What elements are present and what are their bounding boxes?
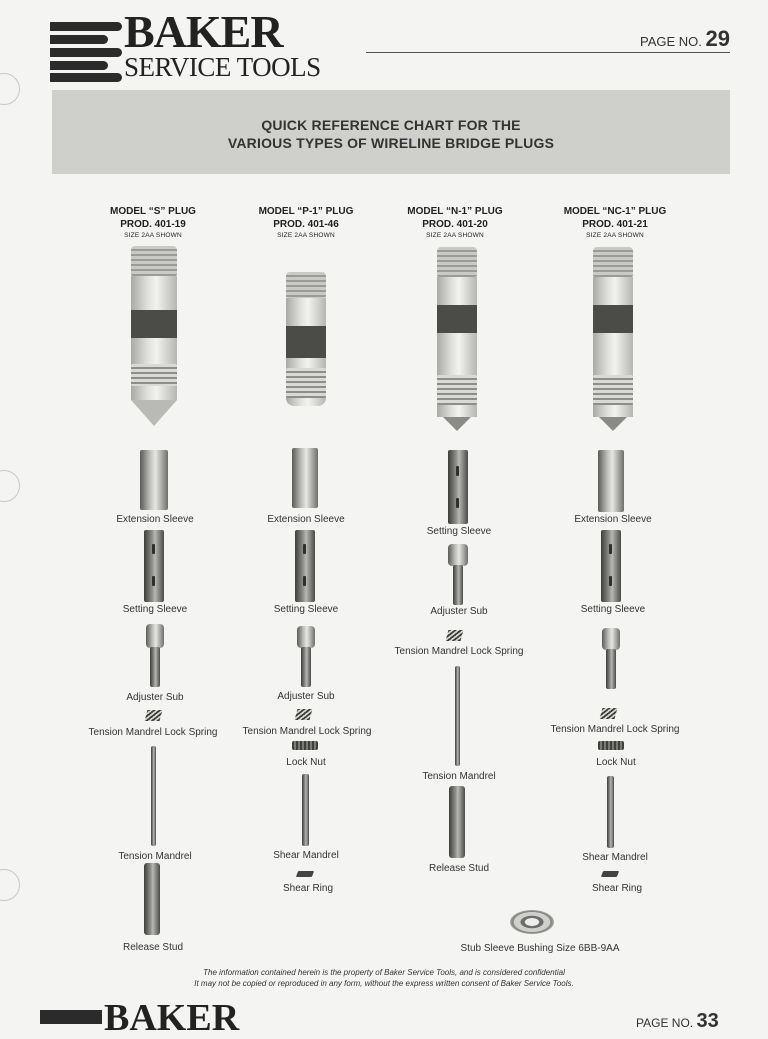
model-nc1-plug-image	[593, 247, 633, 431]
n1-setting-sleeve-image	[448, 450, 468, 524]
n1-tension-mandrel-label: Tension Mandrel	[422, 771, 496, 782]
model-n1-plug-image	[437, 247, 477, 431]
p1-setting-sleeve-image	[295, 530, 315, 602]
s-setting-sleeve-image	[144, 530, 164, 602]
p1-adjuster-sub-head-image	[297, 626, 315, 648]
p1-extension-sleeve-image	[292, 448, 318, 508]
s-extension-sleeve-image	[140, 450, 168, 510]
p1-shear-mandrel-label: Shear Mandrel	[273, 850, 339, 861]
punch-hole	[0, 470, 20, 502]
nc1-lock-spring-image	[600, 708, 618, 719]
p1-lock-nut-label: Lock Nut	[286, 757, 326, 768]
s-lock-spring-image	[145, 710, 163, 721]
n1-adjuster-sub-label: Adjuster Sub	[430, 606, 488, 617]
model-s-plug-image	[131, 246, 177, 430]
n1-release-stud-image	[449, 786, 465, 858]
nc1-adjuster-sub-image	[606, 649, 616, 689]
s-release-stud-label: Release Stud	[122, 942, 184, 953]
p1-shear-ring-image	[296, 871, 314, 877]
stub-sleeve-bushing-label: Stub Sleeve Bushing Size 6BB-9AA	[460, 943, 620, 954]
brand-subtitle: SERVICE TOOLS	[124, 52, 321, 82]
nc1-extension-sleeve-label: Extension Sleeve	[574, 514, 652, 525]
nc1-extension-sleeve-image	[598, 450, 624, 512]
nc1-lock-nut-label: Lock Nut	[596, 757, 636, 768]
banner-line-1: QUICK REFERENCE CHART FOR THE	[261, 117, 521, 133]
n1-adjuster-sub-head-image	[448, 544, 468, 566]
next-page-logo-mark	[40, 1010, 102, 1024]
s-extension-sleeve-label: Extension Sleeve	[116, 514, 194, 525]
n1-lock-spring-image	[446, 630, 464, 641]
n1-release-stud-label: Release Stud	[428, 863, 490, 874]
column-header-model-n1: MODEL “N-1” PLUG PROD. 401-20 SIZE 2AA SHOWN	[407, 206, 503, 239]
column-header-model-nc1: MODEL “NC-1” PLUG PROD. 401-21 SIZE 2AA SHOWN	[563, 206, 667, 239]
nc1-adjuster-sub-head-image	[602, 628, 620, 650]
nc1-lock-nut-image	[598, 741, 624, 750]
s-adjuster-sub-head-image	[146, 624, 164, 648]
n1-adjuster-sub-image	[453, 565, 463, 605]
p1-setting-sleeve-label: Setting Sleeve	[273, 604, 339, 615]
n1-setting-sleeve-label: Setting Sleeve	[426, 526, 492, 537]
p1-lock-nut-image	[292, 741, 318, 750]
s-adjuster-sub-image	[150, 647, 160, 687]
p1-adjuster-sub-image	[301, 647, 311, 687]
n1-tension-mandrel-image	[455, 666, 460, 766]
p1-adjuster-sub-label: Adjuster Sub	[277, 691, 335, 702]
header-rule	[366, 52, 730, 53]
s-lock-spring-label: Tension Mandrel Lock Spring	[88, 727, 218, 738]
nc1-shear-mandrel-image	[607, 776, 614, 848]
s-tension-mandrel-image	[151, 746, 156, 846]
confidentiality-notice: The information contained herein is the property of Baker Service Tools, and is considered confidential It may not be copied or reproduced in any form, without the express written consent of Baker Service Tools.	[194, 968, 574, 988]
brand-name: BAKER	[124, 6, 283, 57]
s-tension-mandrel-label: Tension Mandrel	[118, 851, 192, 862]
n1-lock-spring-label: Tension Mandrel Lock Spring	[394, 646, 524, 657]
column-header-model-s: MODEL “S” PLUG PROD. 401-19 SIZE 2AA SHOWN	[110, 206, 196, 239]
chart-title-banner	[52, 90, 730, 174]
s-adjuster-sub-label: Adjuster Sub	[126, 692, 184, 703]
nc1-shear-ring-label: Shear Ring	[591, 883, 643, 894]
nc1-setting-sleeve-label: Setting Sleeve	[580, 604, 646, 615]
nc1-lock-spring-label: Tension Mandrel Lock Spring	[550, 724, 680, 735]
baker-logo-mark	[50, 20, 122, 82]
s-setting-sleeve-label: Setting Sleeve	[122, 604, 188, 615]
punch-hole	[0, 869, 20, 901]
model-p1-plug-image	[286, 272, 326, 406]
s-release-stud-image	[144, 863, 160, 935]
nc1-setting-sleeve-image	[601, 530, 621, 602]
nc1-shear-mandrel-label: Shear Mandrel	[582, 852, 648, 863]
banner-line-2: VARIOUS TYPES OF WIRELINE BRIDGE PLUGS	[227, 135, 555, 151]
next-page-brand: BAKER	[104, 997, 240, 1039]
stub-sleeve-bushing-image	[510, 910, 554, 934]
p1-shear-mandrel-image	[302, 774, 309, 846]
nc1-shear-ring-image	[601, 871, 619, 877]
p1-lock-spring-label: Tension Mandrel Lock Spring	[242, 726, 372, 737]
p1-extension-sleeve-label: Extension Sleeve	[267, 514, 345, 525]
p1-shear-ring-label: Shear Ring	[282, 883, 334, 894]
punch-hole	[0, 73, 20, 105]
next-page-number: PAGE NO. 33	[636, 1010, 719, 1032]
page-number: PAGE NO. 29	[640, 26, 730, 51]
p1-lock-spring-image	[295, 709, 313, 720]
column-header-model-p1: MODEL “P-1” PLUG PROD. 401-46 SIZE 2AA SHOWN	[258, 206, 354, 239]
